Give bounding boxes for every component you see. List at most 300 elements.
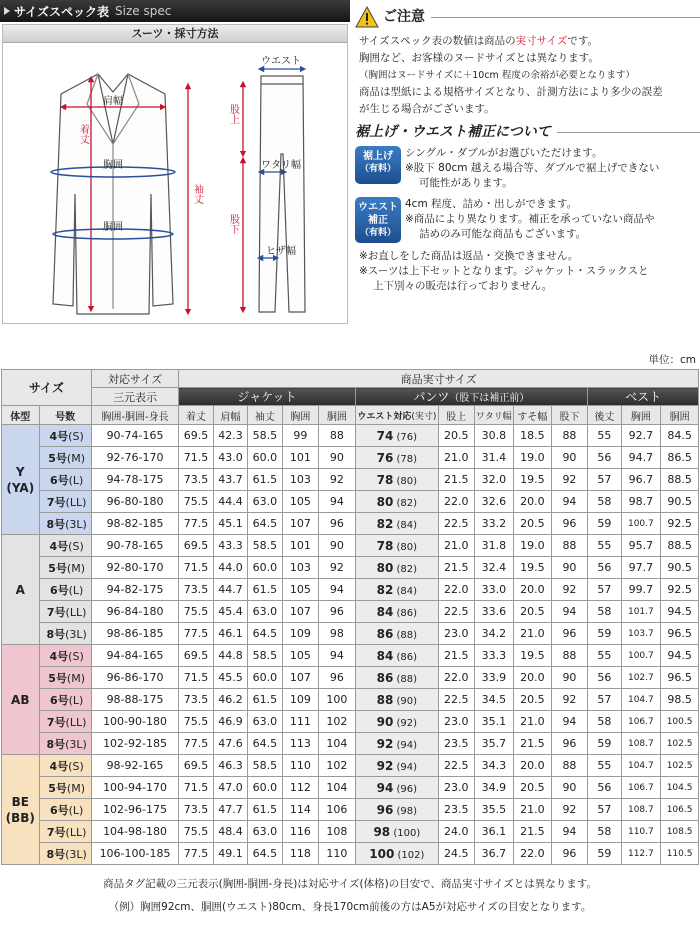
pants-cell: 20.5: [514, 513, 552, 535]
jacket-cell: 71.5: [179, 667, 213, 689]
jacket-cell: 88: [319, 425, 356, 447]
th-taiou: 対応サイズ: [91, 370, 179, 388]
pants-cell: 90: [551, 667, 588, 689]
th-v0: 後丈: [588, 406, 621, 425]
pants-cell: 30.8: [474, 425, 514, 447]
jacket-cell: 58.5: [248, 535, 282, 557]
vest-cell: 108.5: [661, 821, 699, 843]
type-cell: A: [2, 535, 40, 645]
pants-cell: 90: [551, 777, 588, 799]
vest-cell: 104.5: [661, 777, 699, 799]
vest-cell: 101.7: [621, 601, 661, 623]
pants-cell: 21.5: [514, 821, 552, 843]
note-p4: 商品は型紙による規格サイズとなり、計測方法により多少の誤差: [359, 86, 663, 98]
pants-cell: 19.5: [514, 557, 552, 579]
sangen-cell: 100-90-180: [91, 711, 179, 733]
th-j0: 着丈: [179, 406, 213, 425]
diagram-title: スーツ・採寸方法: [3, 25, 347, 43]
waist-line-3: 詰めのみ可能な商品もございます。: [419, 228, 587, 240]
jacket-cell: 94: [319, 579, 356, 601]
label-matashita: 股下: [227, 214, 239, 234]
pants-cell: 22.5: [439, 755, 474, 777]
pants-cell: 20.5: [514, 601, 552, 623]
waist-cell: 92 (94): [355, 755, 438, 777]
sangen-cell: 100-94-170: [91, 777, 179, 799]
pants-cell: 19.0: [514, 535, 552, 557]
waist-option: [355, 197, 700, 243]
note-p5: が生じる場合がございます。: [359, 103, 495, 115]
jacket-cell: 118: [282, 843, 319, 865]
gou-cell: 7号(LL): [39, 491, 91, 513]
pants-cell: 22.0: [514, 843, 552, 865]
vest-cell: 59: [588, 513, 621, 535]
vest-cell: 57: [588, 579, 621, 601]
table-row: [2, 447, 699, 469]
jacket-cell: 109: [282, 689, 319, 711]
table-row: [2, 535, 699, 557]
sangen-cell: 90-74-165: [91, 425, 179, 447]
vest-cell: 98.5: [661, 689, 699, 711]
pants-cell: 90: [551, 447, 588, 469]
th-vest: ベスト: [588, 388, 699, 406]
jacket-cell: 113: [282, 733, 319, 755]
vest-cell: 92.5: [661, 579, 699, 601]
hem-badge: 裾上げ （有料）: [355, 146, 401, 184]
vest-cell: 102.5: [661, 733, 699, 755]
jacket-cell: 64.5: [248, 843, 282, 865]
gou-cell: 6号(L): [39, 689, 91, 711]
pants-cell: 21.0: [439, 447, 474, 469]
pants-cell: 36.1: [474, 821, 514, 843]
gou-cell: 6号(L): [39, 469, 91, 491]
sangen-cell: 102-92-185: [91, 733, 179, 755]
waist-cell: 84 (86): [355, 645, 438, 667]
vest-cell: 108.7: [621, 799, 661, 821]
header-title: サイズスペック表: [14, 4, 110, 19]
jacket-cell: 104: [319, 733, 356, 755]
jacket-cell: 94: [319, 645, 356, 667]
th-j3: 胸囲: [282, 406, 319, 425]
jacket-cell: 61.5: [248, 799, 282, 821]
vest-cell: 106.5: [661, 799, 699, 821]
gou-cell: 5号(M): [39, 447, 91, 469]
vest-cell: 86.5: [661, 447, 699, 469]
jacket-cell: 92: [319, 557, 356, 579]
table-row: [2, 557, 699, 579]
vest-cell: 106.7: [621, 711, 661, 733]
pants-cell: 94: [551, 491, 588, 513]
pants-cell: 96: [551, 623, 588, 645]
table-row: [2, 513, 699, 535]
jacket-cell: 58.5: [248, 755, 282, 777]
suit-diagram-svg: [3, 44, 347, 324]
jacket-cell: 42.3: [213, 425, 247, 447]
size-spec-table: [1, 369, 699, 865]
tail-line-3: 上下別々の販売は行っておりません。: [373, 280, 553, 292]
pants-cell: 34.3: [474, 755, 514, 777]
pants-cell: 21.5: [439, 645, 474, 667]
waist-cell: 82 (84): [355, 579, 438, 601]
label-sode: 袖丈: [191, 184, 203, 204]
pants-cell: 21.5: [514, 733, 552, 755]
jacket-cell: 107: [282, 667, 319, 689]
jacket-cell: 71.5: [179, 447, 213, 469]
jacket-cell: 75.5: [179, 491, 213, 513]
waist-cell: 86 (88): [355, 667, 438, 689]
table-body: [2, 425, 699, 865]
jacket-cell: 69.5: [179, 755, 213, 777]
pants-cell: 32.4: [474, 557, 514, 579]
pants-cell: 21.5: [439, 469, 474, 491]
vest-cell: 110.5: [661, 843, 699, 865]
vest-cell: 90.5: [661, 557, 699, 579]
jacket-cell: 46.9: [213, 711, 247, 733]
gou-cell: 8号(3L): [39, 623, 91, 645]
gou-cell: 4号(S): [39, 755, 91, 777]
label-kyoui: 胸囲: [103, 160, 123, 171]
jacket-cell: 90: [319, 447, 356, 469]
vest-cell: 59: [588, 733, 621, 755]
section-title: 裾上げ・ウエスト補正について: [355, 124, 551, 140]
jacket-cell: 61.5: [248, 579, 282, 601]
table-row: [2, 777, 699, 799]
pants-illustration: [259, 76, 305, 312]
waist-cell: 74 (76): [355, 425, 438, 447]
th-sangen: 三元表示: [91, 388, 179, 406]
vest-cell: 58: [588, 821, 621, 843]
vest-cell: 102.5: [661, 755, 699, 777]
jacket-cell: 45.5: [213, 667, 247, 689]
type-cell: Y (YA): [2, 425, 40, 535]
jacket-cell: 104: [319, 777, 356, 799]
waist-cell: 80 (82): [355, 557, 438, 579]
vest-cell: 58: [588, 491, 621, 513]
gou-cell: 5号(M): [39, 667, 91, 689]
vest-cell: 99.7: [621, 579, 661, 601]
jacket-cell: 60.0: [248, 447, 282, 469]
warning-icon: [355, 6, 379, 28]
table-row: [2, 843, 699, 865]
pants-cell: 20.5: [439, 425, 474, 447]
pants-cell: 88: [551, 645, 588, 667]
th-p2: すそ幅: [514, 406, 552, 425]
vest-cell: 102.7: [621, 667, 661, 689]
waist-cell: 96 (98): [355, 799, 438, 821]
jacket-cell: 73.5: [179, 799, 213, 821]
sangen-cell: 104-98-180: [91, 821, 179, 843]
jacket-cell: 45.4: [213, 601, 247, 623]
th-j1: 肩幅: [213, 406, 247, 425]
pants-cell: 23.0: [439, 623, 474, 645]
pants-cell: 33.2: [474, 513, 514, 535]
table-row: [2, 667, 699, 689]
th-p0: 股上: [439, 406, 474, 425]
pants-cell: 88: [551, 535, 588, 557]
vest-cell: 92.7: [621, 425, 661, 447]
note-p2: 胸囲など、お客様のヌードサイズとは異なります。: [359, 52, 599, 64]
vest-cell: 57: [588, 689, 621, 711]
jacket-cell: 111: [282, 711, 319, 733]
gou-cell: 5号(M): [39, 777, 91, 799]
sangen-cell: 98-82-185: [91, 513, 179, 535]
header-title-en: Size spec: [115, 4, 172, 18]
pants-cell: 35.7: [474, 733, 514, 755]
vest-cell: 55: [588, 425, 621, 447]
jacket-cell: 75.5: [179, 601, 213, 623]
vest-cell: 88.5: [661, 469, 699, 491]
jacket-cell: 105: [282, 579, 319, 601]
pants-cell: 22.0: [439, 579, 474, 601]
jacket-cell: 75.5: [179, 711, 213, 733]
vest-cell: 56: [588, 777, 621, 799]
jacket-cell: 44.7: [213, 579, 247, 601]
table-row: [2, 601, 699, 623]
pants-cell: 33.0: [474, 579, 514, 601]
pants-cell: 22.5: [439, 513, 474, 535]
jacket-cell: 46.1: [213, 623, 247, 645]
page-header: [0, 0, 350, 22]
sangen-cell: 106-100-185: [91, 843, 179, 865]
jacket-cell: 99: [282, 425, 319, 447]
jacket-cell: 110: [282, 755, 319, 777]
waist-cell: 94 (96): [355, 777, 438, 799]
pants-cell: 36.7: [474, 843, 514, 865]
waist-cell: 78 (80): [355, 535, 438, 557]
gou-cell: 7号(LL): [39, 821, 91, 843]
vest-cell: 57: [588, 469, 621, 491]
th-j2: 袖丈: [248, 406, 282, 425]
pants-cell: 20.5: [514, 689, 552, 711]
pants-cell: 22.0: [439, 491, 474, 513]
jacket-cell: 46.3: [213, 755, 247, 777]
vest-cell: 56: [588, 447, 621, 469]
pants-cell: 96: [551, 843, 588, 865]
label-matagami: 股上: [227, 104, 239, 124]
waist-cell: 80 (82): [355, 491, 438, 513]
sangen-cell: 96-86-170: [91, 667, 179, 689]
pants-cell: 34.2: [474, 623, 514, 645]
jacket-cell: 101: [282, 447, 319, 469]
th-gousu: 号数: [39, 406, 91, 425]
waist-cell: 98 (100): [355, 821, 438, 843]
sangen-cell: 90-78-165: [91, 535, 179, 557]
jacket-cell: 102: [319, 755, 356, 777]
pants-cell: 88: [551, 425, 588, 447]
th-v2: 胴囲: [661, 406, 699, 425]
table-row: [2, 425, 699, 447]
jacket-cell: 103: [282, 469, 319, 491]
pants-cell: 32.0: [474, 469, 514, 491]
gou-cell: 5号(M): [39, 557, 91, 579]
pants-cell: 24.0: [439, 821, 474, 843]
pants-cell: 34.5: [474, 689, 514, 711]
jacket-cell: 63.0: [248, 821, 282, 843]
pants-cell: 33.6: [474, 601, 514, 623]
table-row: [2, 821, 699, 843]
vest-cell: 92.5: [661, 513, 699, 535]
waist-cell: 78 (80): [355, 469, 438, 491]
jacket-cell: 109: [282, 623, 319, 645]
pants-cell: 21.0: [514, 711, 552, 733]
jacket-cell: 73.5: [179, 689, 213, 711]
tail-line-2: ※スーツは上下セットとなります。ジャケット・スラックスと: [359, 265, 649, 277]
jacket-cell: 77.5: [179, 623, 213, 645]
pants-cell: 92: [551, 689, 588, 711]
vest-cell: 96.5: [661, 667, 699, 689]
table-row: [2, 645, 699, 667]
jacket-cell: 73.5: [179, 579, 213, 601]
jacket-cell: 107: [282, 601, 319, 623]
vest-cell: 94.7: [621, 447, 661, 469]
jacket-cell: 64.5: [248, 733, 282, 755]
th-taikei: 体型: [2, 406, 40, 425]
pants-cell: 22.0: [439, 667, 474, 689]
sangen-cell: 98-88-175: [91, 689, 179, 711]
jacket-cell: 71.5: [179, 557, 213, 579]
pants-cell: 18.5: [514, 425, 552, 447]
type-cell: AB: [2, 645, 40, 755]
pants-cell: 34.9: [474, 777, 514, 799]
pants-cell: 24.5: [439, 843, 474, 865]
waist-cell: 76 (78): [355, 447, 438, 469]
jacket-cell: 105: [282, 645, 319, 667]
vest-cell: 84.5: [661, 425, 699, 447]
gou-cell: 8号(3L): [39, 513, 91, 535]
triangle-icon: [4, 7, 10, 15]
th-size: サイズ: [2, 370, 92, 406]
jacket-cell: 116: [282, 821, 319, 843]
jacket-cell: 96: [319, 601, 356, 623]
vest-cell: 57: [588, 799, 621, 821]
jacket-cell: 60.0: [248, 667, 282, 689]
jacket-cell: 112: [282, 777, 319, 799]
pants-cell: 21.0: [514, 623, 552, 645]
jacket-cell: 96: [319, 513, 356, 535]
hem-option: [355, 146, 700, 191]
pants-cell: 23.0: [439, 777, 474, 799]
pants-cell: 22.5: [439, 601, 474, 623]
pants-cell: 94: [551, 821, 588, 843]
sangen-cell: 96-84-180: [91, 601, 179, 623]
jacket-illustration: [53, 74, 173, 314]
waist-line-2: ※商品により異なります。補正を承っていない商品や: [405, 213, 655, 225]
th-p3: 股下: [551, 406, 588, 425]
jacket-cell: 105: [282, 491, 319, 513]
jacket-cell: 69.5: [179, 425, 213, 447]
pants-cell: 23.0: [439, 711, 474, 733]
th-jacket: ジャケット: [179, 388, 355, 406]
pants-cell: 21.5: [439, 557, 474, 579]
unit-label: 単位：cm: [648, 354, 696, 366]
jacket-cell: 75.5: [179, 821, 213, 843]
hem-line-2: ※股下 80cm 越える場合等、ダブルで裾上げできない: [405, 162, 660, 174]
vest-cell: 106.7: [621, 777, 661, 799]
pants-cell: 96: [551, 733, 588, 755]
jacket-cell: 60.0: [248, 557, 282, 579]
jacket-cell: 92: [319, 469, 356, 491]
waist-cell: 90 (92): [355, 711, 438, 733]
table-row: [2, 623, 699, 645]
gou-cell: 7号(LL): [39, 601, 91, 623]
vest-cell: 56: [588, 667, 621, 689]
gou-cell: 8号(3L): [39, 843, 91, 865]
jacket-cell: 44.8: [213, 645, 247, 667]
th-jitsu: 商品実寸サイズ: [179, 370, 699, 388]
sangen-cell: 94-78-175: [91, 469, 179, 491]
vest-cell: 100.7: [621, 513, 661, 535]
pants-cell: 92: [551, 579, 588, 601]
jacket-cell: 58.5: [248, 425, 282, 447]
th-j4: 胴囲: [319, 406, 356, 425]
pants-cell: 20.0: [514, 667, 552, 689]
pants-cell: 94: [551, 601, 588, 623]
pants-cell: 20.5: [514, 777, 552, 799]
vest-cell: 100.7: [621, 645, 661, 667]
pants-cell: 31.8: [474, 535, 514, 557]
jacket-cell: 46.2: [213, 689, 247, 711]
vest-cell: 95.7: [621, 535, 661, 557]
jacket-cell: 69.5: [179, 535, 213, 557]
tail-line-1: ※お直しをした商品は返品・交換できません。: [359, 250, 579, 262]
pants-cell: 19.5: [514, 645, 552, 667]
vest-cell: 59: [588, 623, 621, 645]
caution-title: ご注意: [383, 8, 425, 25]
hem-line-1: シングル・ダブルがお選びいただけます。: [405, 147, 603, 159]
footer-line-1: 商品タグ記載の三元表示(胸囲-胴囲-身長)は対応サイズ(体格)の目安で、商品実寸サイズとは異なります。: [103, 878, 597, 890]
gou-cell: 8号(3L): [39, 733, 91, 755]
note-p1: サイズスペック表の数値は商品の実寸サイズです。: [359, 35, 599, 47]
label-doui: 胴囲: [103, 222, 123, 233]
jacket-cell: 100: [319, 689, 356, 711]
table-row: [2, 689, 699, 711]
th-v1: 胸囲: [621, 406, 661, 425]
sangen-cell: 98-86-185: [91, 623, 179, 645]
pants-cell: 33.3: [474, 645, 514, 667]
jacket-cell: 58.5: [248, 645, 282, 667]
jacket-cell: 43.7: [213, 469, 247, 491]
sangen-cell: 92-76-170: [91, 447, 179, 469]
sangen-cell: 102-96-175: [91, 799, 179, 821]
label-waist: ウエスト: [261, 56, 301, 67]
pants-cell: 96: [551, 513, 588, 535]
pants-cell: 21.0: [439, 535, 474, 557]
jacket-cell: 44.0: [213, 557, 247, 579]
jacket-cell: 101: [282, 535, 319, 557]
jacket-cell: 45.1: [213, 513, 247, 535]
jacket-cell: 61.5: [248, 469, 282, 491]
pants-cell: 20.0: [514, 579, 552, 601]
vest-cell: 96.5: [661, 623, 699, 645]
gou-cell: 4号(S): [39, 535, 91, 557]
jacket-cell: 114: [282, 799, 319, 821]
jacket-cell: 110: [319, 843, 356, 865]
jacket-cell: 63.0: [248, 601, 282, 623]
jacket-cell: 47.7: [213, 799, 247, 821]
jacket-cell: 90: [319, 535, 356, 557]
jacket-cell: 69.5: [179, 645, 213, 667]
pants-cell: 19.0: [514, 447, 552, 469]
waist-badge: ウエスト 補正 （有料）: [355, 197, 401, 243]
jacket-cell: 98: [319, 623, 356, 645]
pants-cell: 23.5: [439, 733, 474, 755]
type-cell: BE (BB): [2, 755, 40, 865]
footer-line-2: （例）胸囲92cm、胴囲(ウエスト)80cm、身長170cm前後の方はA5が対応サイズの目安となります。: [108, 901, 592, 913]
caution-header: [355, 4, 700, 30]
jacket-cell: 107: [282, 513, 319, 535]
vest-cell: 55: [588, 535, 621, 557]
sangen-cell: 96-80-180: [91, 491, 179, 513]
label-katahaba: 肩幅: [103, 96, 123, 107]
